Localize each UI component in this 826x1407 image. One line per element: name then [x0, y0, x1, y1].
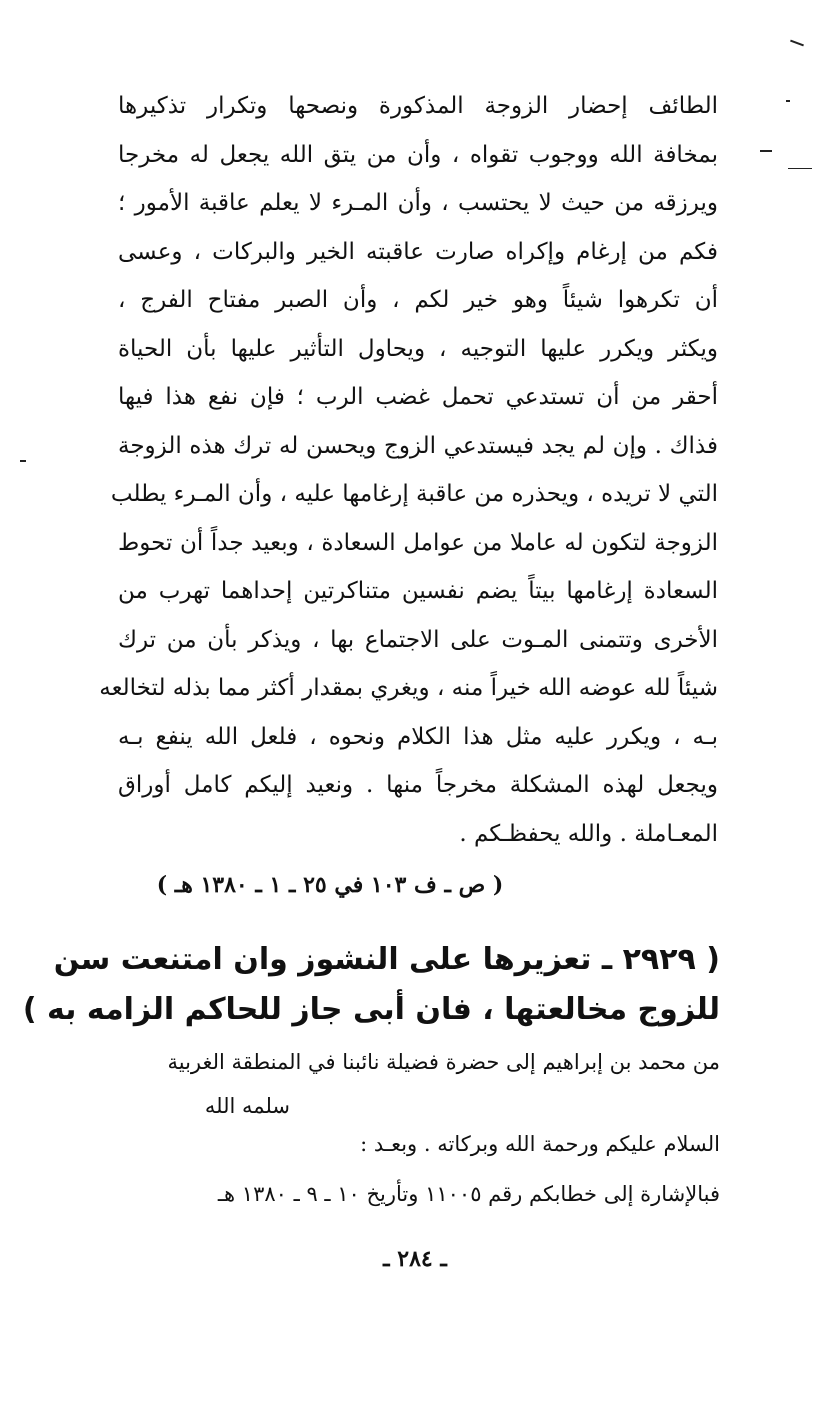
- body-line: ويرزقه من حيث لا يحتسب ، وأن المـرء لا يعلم عاقبة الأمور ؛: [118, 190, 718, 216]
- margin-mark: [786, 100, 790, 102]
- letter-reference-line: فبالإشارة إلى خطابكم رقم ١١٠٠٥ وتأريخ ١٠ ـ ٩ ـ ١٣٨٠ هـ: [217, 1182, 720, 1206]
- body-line: فكم من إرغام وإكراه صارت عاقبته الخير والبركات ، وعسى: [118, 238, 718, 265]
- body-line: الطائف إحضار الزوجة المذكورة ونصحها وتكرار تذكيرها: [118, 93, 718, 119]
- body-line: أحقر من أن تستدعي تحمل غضب الرب ؛ فإن نفع هذا فيها: [118, 384, 718, 410]
- letter-sender: [115, 1040, 720, 1128]
- body-line: ويكثر ويكرر عليها التوجيه ، ويحاول التأثير عليها بأن الحياة: [118, 335, 718, 362]
- margin-mark: [788, 168, 812, 169]
- margin-mark: [20, 460, 26, 462]
- heading-line: للزوج مخالعتها ، فان أبى جاز للحاكم الزامه به ): [22, 992, 720, 1027]
- page-number: ـ ٢٨٤ ـ: [383, 1246, 447, 1272]
- heading-line: ( ٢٩٢٩ ـ تعزيرها على النشوز وان امتنعت سن: [53, 942, 720, 977]
- body-line: فذاك . وإن لم يجد فيستدعي الزوج ويحسن له ترك هذه الزوجة: [118, 432, 718, 459]
- body-line: شيئاً لله عوضه الله خيراً منه ، ويغري بمقدار أكثر مما بذله لتخالعه: [99, 675, 718, 701]
- body-line: التي لا تريده ، ويحذره من عاقبة إرغامها عليه ، وأن المـرء يطلب: [110, 481, 718, 507]
- body-line: السعادة إرغامها بيتاً يضم نفسين متناكرتين إحداهما تهرب من: [118, 578, 718, 604]
- body-line: الزوجة لتكون له عاملا من عوامل السعادة ، وبعيد جداً أن تحوط: [118, 529, 718, 556]
- body-line: بمخافة الله ووجوب تقواه ، وأن من يتق الله يجعل له مخرجا: [118, 141, 718, 168]
- letter-greeting: السلام عليكم ورحمة الله وبركاته . وبعـد :: [360, 1132, 720, 1156]
- body-line: المعـاملة . والله يحفظـكم .: [459, 820, 718, 847]
- body-line: الأخرى وتتمنى المـوت على الاجتماع بها ، ويذكر بأن من ترك: [118, 626, 718, 653]
- section-heading: [22, 935, 720, 1035]
- margin-mark: [790, 40, 804, 47]
- body-text: [99, 82, 718, 858]
- sender-blessing: سلمه الله: [204, 1094, 290, 1118]
- source-reference: ( ص ـ ف ١٠٣ في ٢٥ ـ ١ ـ ١٣٨٠ هـ ): [156, 872, 504, 898]
- body-line: بـه ، ويكرر عليه مثل هذا الكلام ونحوه ، فلعل الله ينفع بـه: [118, 723, 718, 750]
- body-line: أن تكرهوا شيئاً وهو خير لكم ، وأن الصبر مفتاح الفرج ،: [118, 287, 718, 313]
- margin-mark: [760, 150, 772, 152]
- body-line: ويجعل لهذه المشكلة مخرجاً منها . ونعيد إليكم كامل أوراق: [118, 772, 718, 798]
- sender-line: من محمد بن إبراهيم إلى حضرة فضيلة نائبنا في المنطقة الغربية: [167, 1050, 720, 1074]
